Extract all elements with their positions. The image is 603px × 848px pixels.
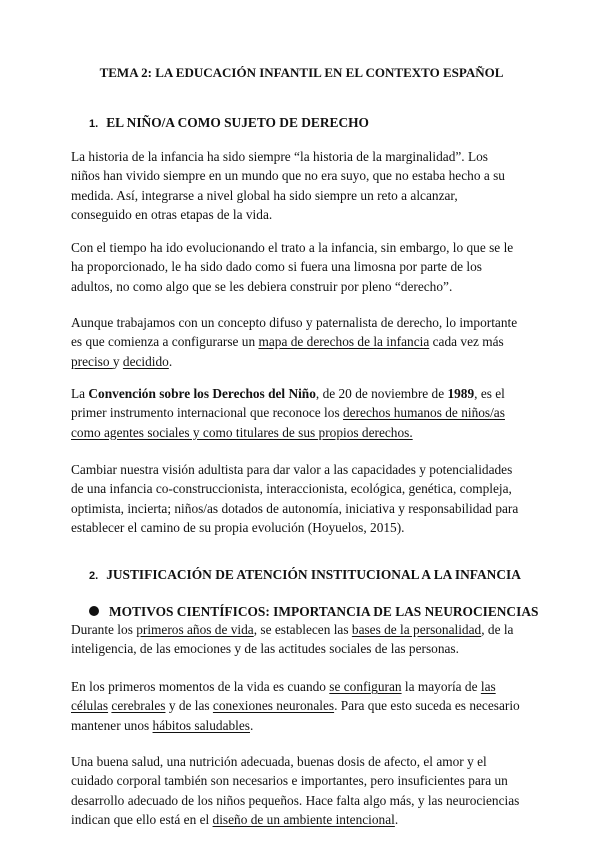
- section-1-paragraph-1: [71, 147, 536, 224]
- text-run: .: [168, 353, 173, 369]
- underlined-term: preciso: [71, 353, 113, 369]
- text-run: , se establecen las: [253, 622, 352, 637]
- underlined-term: se configuran: [329, 679, 402, 694]
- text-run: indican que ello está en el: [71, 811, 213, 827]
- text-line: adultos, no como algo que se les debiera construir por pleno “derecho”.: [71, 278, 453, 294]
- underlined-term: como agentes sociales y como titulares de sus propios derechos.: [71, 424, 413, 440]
- bullet-dot-icon: [89, 606, 99, 616]
- text-line: Aunque trabajamos con un concepto difuso y paternalista de derecho, lo importante: [71, 315, 518, 330]
- underlined-term: decidido: [122, 353, 169, 369]
- text-line: [71, 352, 536, 371]
- text-run: primer instrumento internacional que reconoce los: [71, 405, 343, 421]
- text-line: [71, 403, 536, 422]
- text-line: [71, 716, 536, 735]
- underlined-term: cerebrales: [111, 698, 166, 714]
- text-line: [71, 332, 536, 351]
- text-line: conseguido en otras etapas de la vida.: [71, 206, 273, 222]
- text-run: y: [112, 353, 123, 369]
- text-line: [71, 620, 536, 639]
- underlined-term: derechos humanos de niños/as: [342, 405, 505, 421]
- section-2-paragraph-3: [71, 752, 536, 829]
- text-line: Cambiar nuestra visión adultista para dar valor a las capacidades y potencialidades: [71, 462, 513, 477]
- section-1-paragraph-4: [71, 384, 536, 442]
- text-run: cada vez más: [429, 334, 504, 350]
- section-2-title: JUSTIFICACIÓN DE ATENCIÓN INSTITUCIONAL A LA INFANCIA: [106, 567, 521, 582]
- text-line: [71, 810, 536, 829]
- text-line: [71, 696, 536, 715]
- text-line: cuidado corporal también son necesarios e importantes, pero insuficientes para un: [71, 773, 508, 789]
- text-run: En los primeros momentos de la vida es cuando: [71, 679, 330, 694]
- bullet-heading: [89, 604, 538, 620]
- section-1-number: 1.: [89, 118, 99, 130]
- text-line: optimista, incierta; niños/as dotados de autonomía, iniciativa y responsabilidad para: [71, 500, 519, 516]
- document-title: TEMA 2: LA EDUCACIÓN INFANTIL EN EL CONTEXTO ESPAÑOL: [99, 65, 504, 80]
- section-1-paragraph-5: [71, 460, 536, 537]
- text-line: de una infancia co-construccionista, interaccionista, ecológica, genética, compleja,: [71, 481, 512, 497]
- text-run: , de la: [481, 622, 514, 637]
- bullet-heading-text: MOTIVOS CIENTÍFICOS: IMPORTANCIA DE LAS NEUROCIENCIAS: [109, 604, 539, 619]
- section-2-number: 2.: [89, 570, 99, 582]
- underlined-term: las: [480, 679, 496, 694]
- underlined-term: diseño de un ambiente intencional: [212, 811, 395, 827]
- underlined-term: células: [71, 698, 109, 714]
- section-2-paragraph-2: [71, 677, 536, 735]
- text-run: la mayoría de: [401, 679, 481, 694]
- text-line: [71, 423, 536, 442]
- text-line: Con el tiempo ha ido evolucionando el trato a la infancia, sin embargo, lo que se le: [71, 240, 514, 255]
- text-line: establecer el camino de su propia evolución (Hoyuelos, 2015).: [71, 519, 405, 535]
- bold-term: Convención sobre los Derechos del Niño: [88, 386, 316, 401]
- text-run: . Para que esto suceda es necesario: [334, 698, 520, 714]
- text-line: [71, 677, 536, 696]
- text-run: , es el: [474, 386, 505, 401]
- text-line: desarrollo adecuado de los niños pequeños. Hace falta algo más, y las neurociencias: [71, 792, 520, 808]
- section-1-title: EL NIÑO/A COMO SUJETO DE DERECHO: [106, 115, 369, 130]
- text-line: medida. Así, integrarse a nivel global ha sido siempre un reto a alcanzar,: [71, 187, 458, 203]
- text-line: niños han vivido siempre en un mundo que no era suyo, que no estaba hecho a su: [71, 168, 505, 184]
- text-run: .: [394, 811, 399, 827]
- text-run: es que comienza a configurarse un: [71, 334, 259, 350]
- bold-term: 1989: [447, 386, 475, 401]
- underlined-term: bases de la personalidad: [351, 622, 482, 637]
- section-2-paragraph-1: [71, 620, 536, 659]
- section-1-paragraph-3: [71, 313, 536, 371]
- underlined-term: hábitos saludables: [152, 717, 250, 733]
- underlined-term: conexiones neuronales: [212, 698, 335, 714]
- section-1-paragraph-2: [71, 238, 536, 296]
- text-run: mantener unos: [71, 717, 153, 733]
- text-run: y de las: [165, 698, 213, 714]
- text-run: , de 20 de noviembre de: [315, 386, 448, 401]
- text-line: [71, 384, 536, 403]
- text-line: inteligencia, de las emociones y de las actitudes sociales de las personas.: [71, 641, 459, 657]
- text-run: .: [250, 717, 254, 733]
- text-run: La: [71, 386, 89, 401]
- text-run: Durante los: [71, 622, 137, 637]
- text-line: ha proporcionado, le ha sido dado como si fuera una limosna por parte de los: [71, 259, 482, 275]
- underlined-term: primeros años de vida: [136, 622, 254, 637]
- section-2-heading: [89, 567, 521, 583]
- text-line: La historia de la infancia ha sido siempre “la historia de la marginalidad”. Los: [71, 149, 488, 164]
- underlined-term: mapa de derechos de la infancia: [258, 334, 430, 350]
- text-line: Una buena salud, una nutrición adecuada, buenas dosis de afecto, el amor y el: [71, 754, 487, 769]
- section-1-heading: [89, 115, 369, 131]
